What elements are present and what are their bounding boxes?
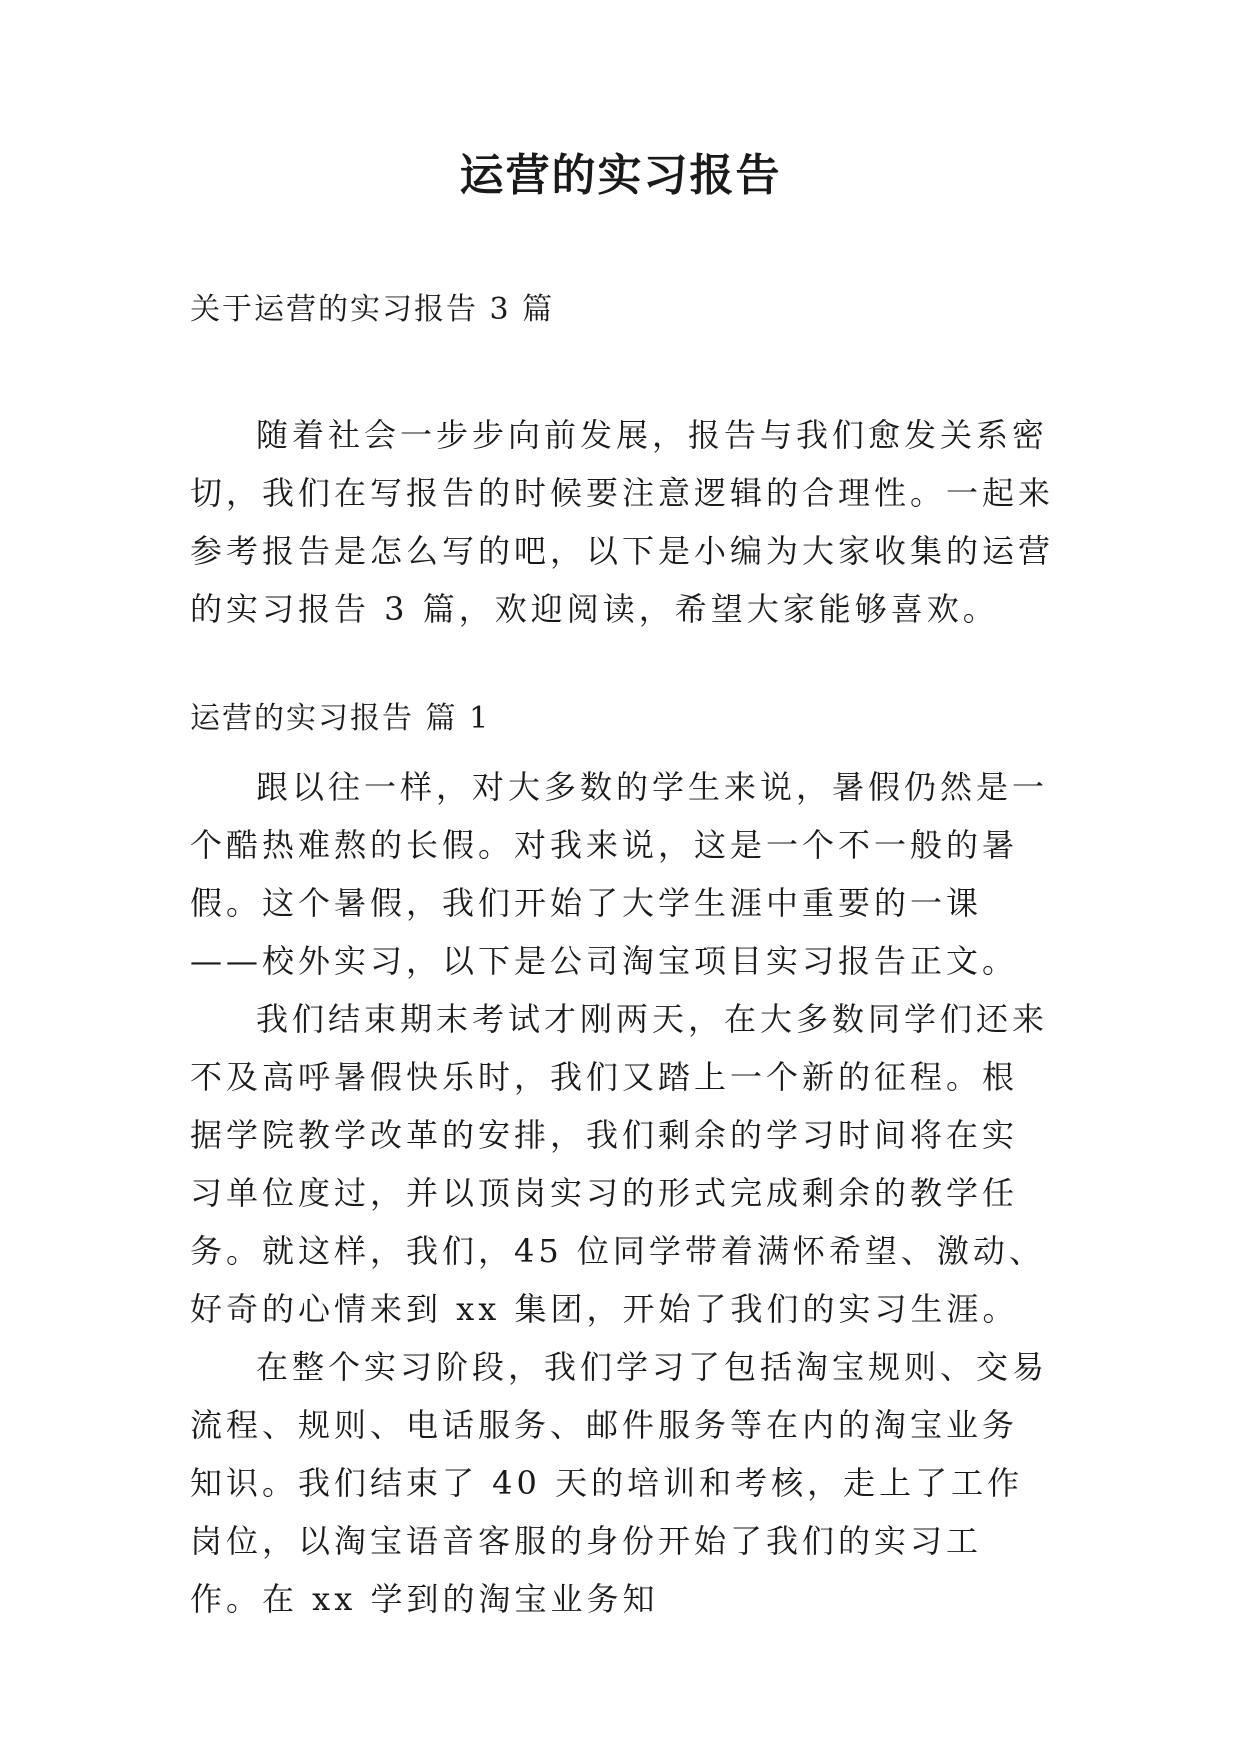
body-paragraph-2: 我们结束期末考试才刚两天，在大多数同学们还来不及高呼暑假快乐时，我们又踏上一个新的征程。根据学院教学改革的安排，我们剩余的学习时间将在实习单位度过，并以顶岗实习的形式完成剩余的教学任务。就这样，我们，45 位同学带着满怀希望、激动、好奇的心情来到 xx 集团，开始了我们的实习生涯。 [190,1000,1049,1328]
body-paragraph-1: 跟以往一样，对大多数的学生来说，暑假仍然是一个酷热难熬的长假。对我来说，这是一个不一般的暑假。这个暑假，我们开始了大学生涯中重要的一课——校外实习，以下是公司淘宝项目实习报告正文。 [190,768,1049,980]
body-paragraph-3: 在整个实习阶段，我们学习了包括淘宝规则、交易流程、规则、电话服务、邮件服务等在内的淘宝业务知识。我们结束了 40 天的培训和考核，走上了工作岗位，以淘宝语音客服的身份开始了我们的实习工作。在 xx 学到的淘宝业务知 [190,1348,1049,1618]
document-subtitle: 关于运营的实习报告 3 篇 [190,292,555,327]
document-title: 运营的实习报告 [459,150,782,201]
intro-paragraph: 随着社会一步步向前发展，报告与我们愈发关系密切，我们在写报告的时候要注意逻辑的合理性。一起来参考报告是怎么写的吧，以下是小编为大家收集的运营的实习报告 3 篇，欢迎阅读，希望大家能够喜欢。 [190,416,1055,628]
section-body [190,758,1050,1628]
section-heading: 运营的实习报告 篇 1 [190,701,491,736]
